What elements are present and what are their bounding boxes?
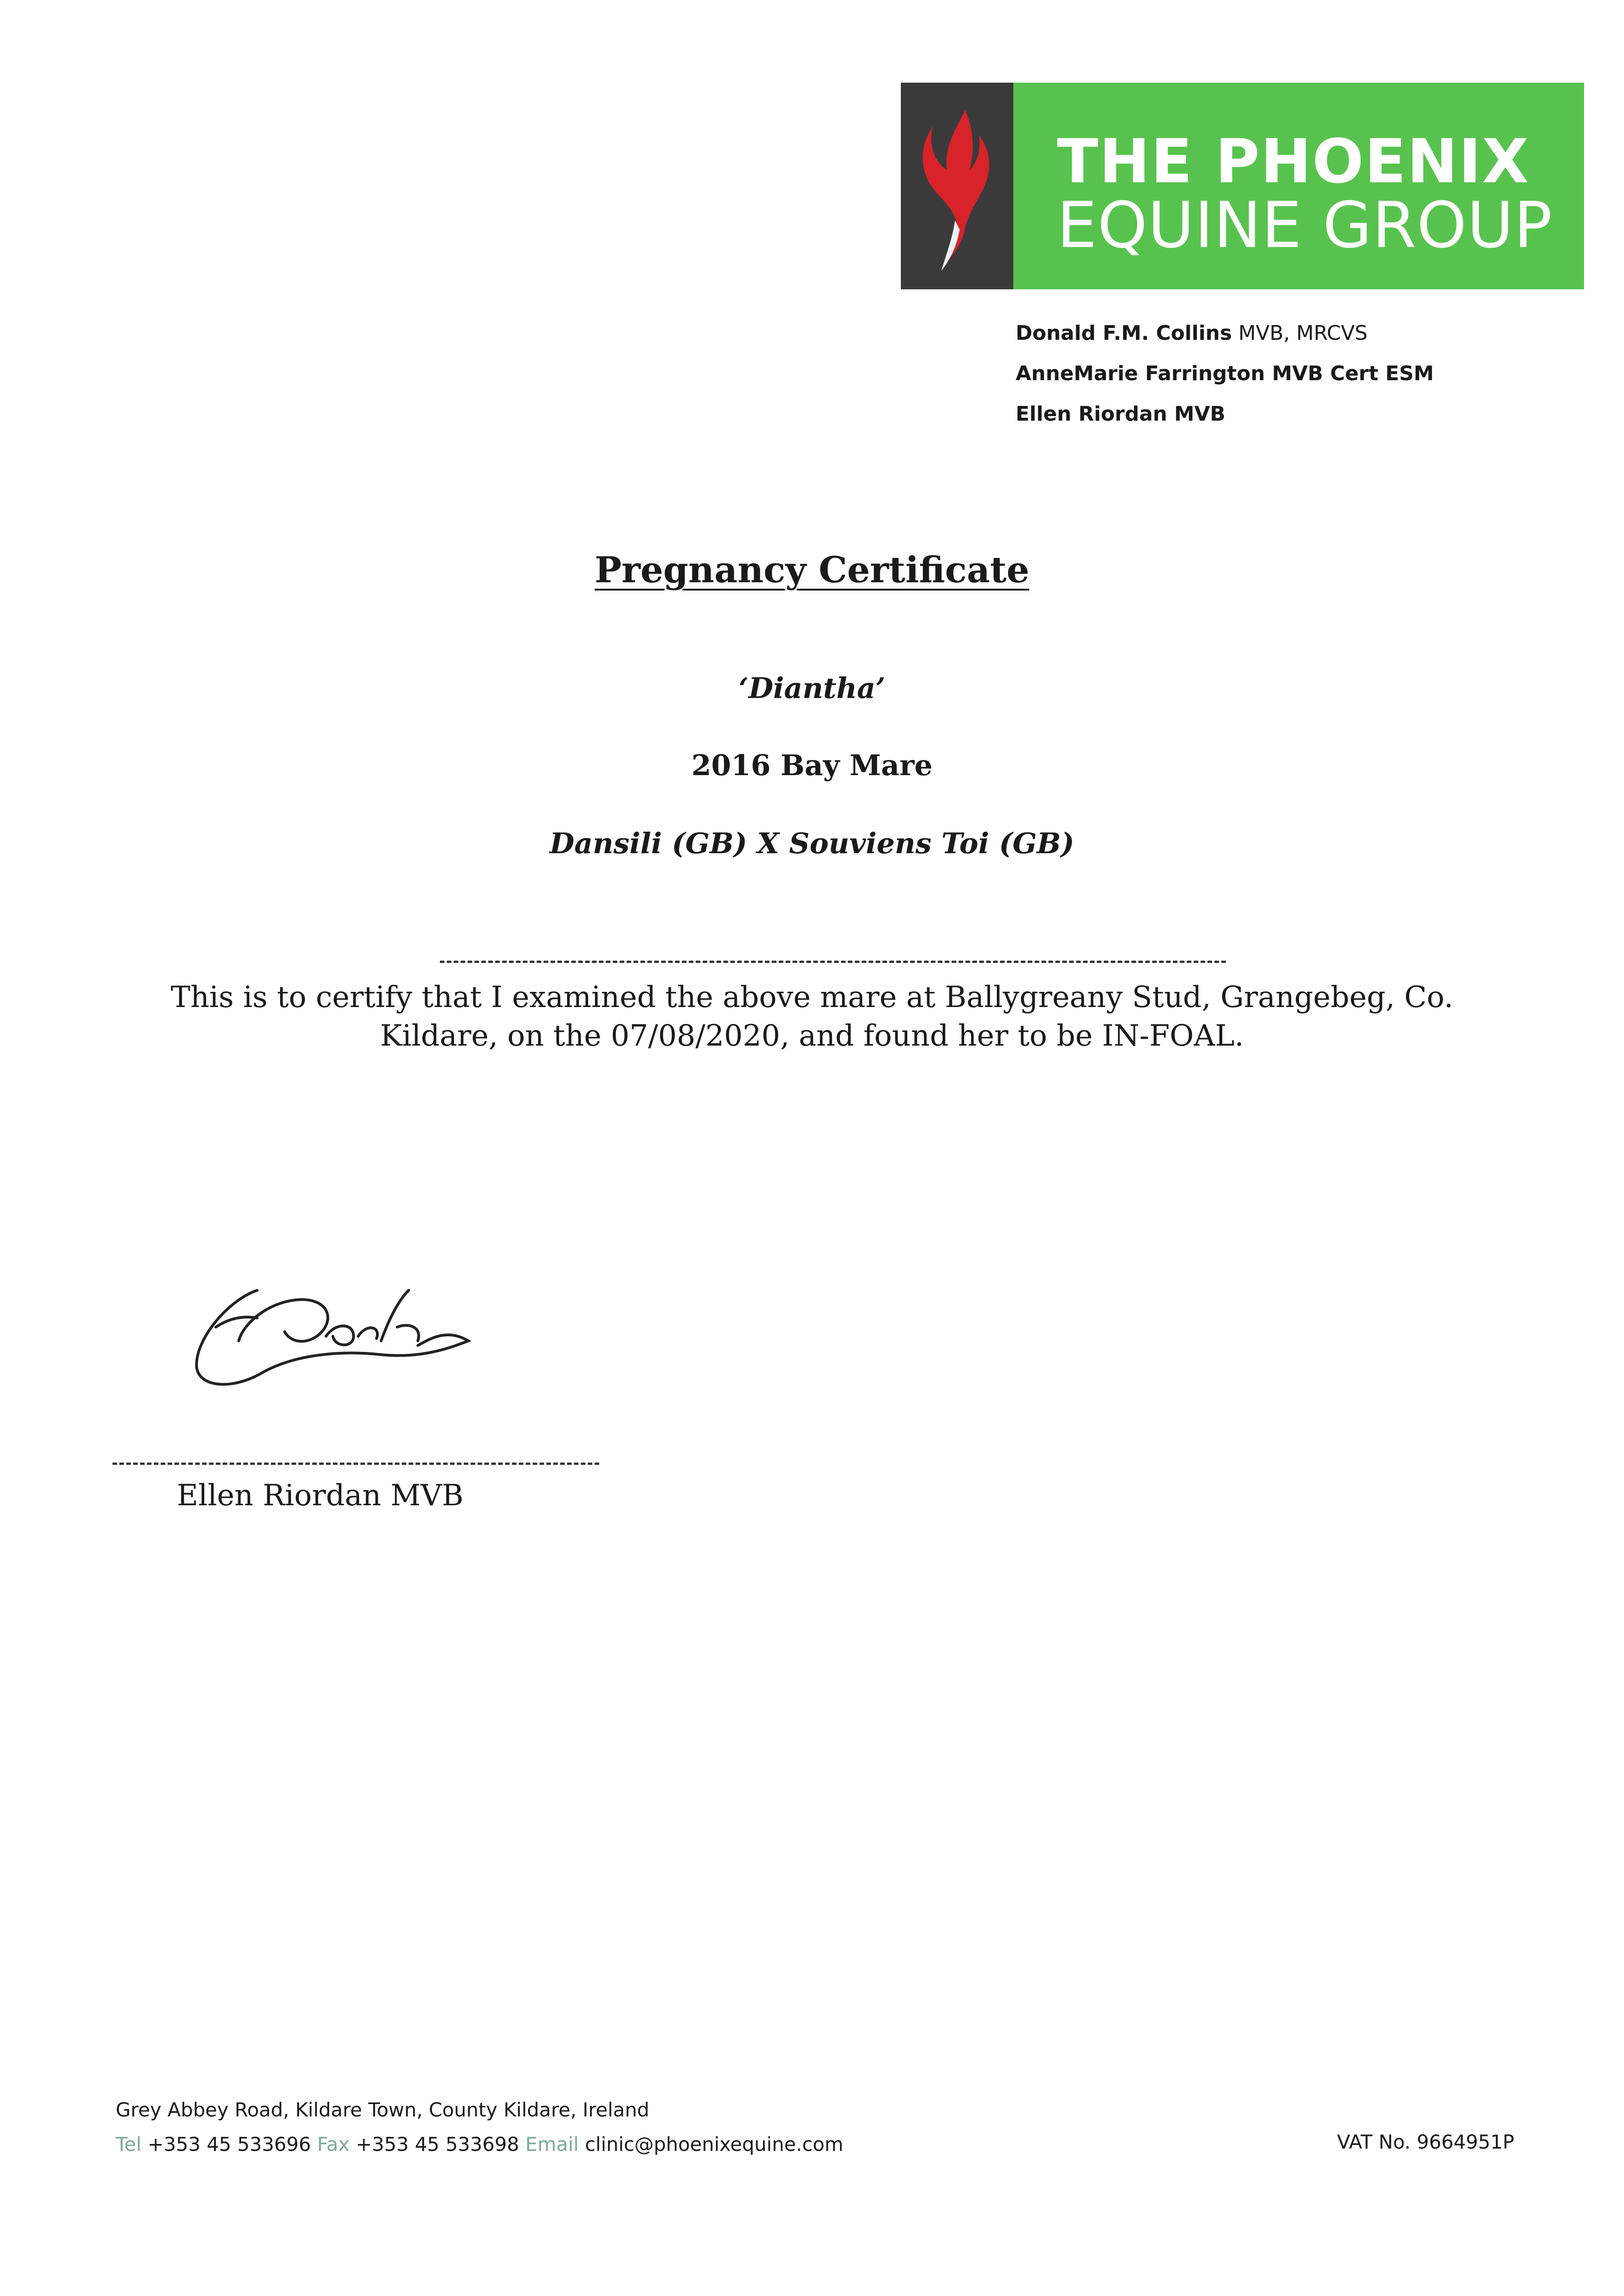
handwritten-signature [188, 1272, 487, 1401]
logo-text-line1: THE PHOENIX [1057, 126, 1530, 197]
signature-line [112, 1463, 599, 1465]
horse-description: 2016 Bay Mare [691, 748, 933, 782]
certification-statement: This is to certify that I examined the above mare at Ballygreany Stud, Grangebeg, Co. Kildare, on the 07/08/2020, and found her to be IN-FOAL. [170, 980, 1454, 1053]
company-logo [901, 83, 1584, 289]
email-address: clinic@phoenixequine.com [584, 2133, 843, 2155]
vet-quals: MVB, MRCVS [1238, 321, 1368, 345]
certificate-title: Pregnancy Certificate [595, 549, 1029, 591]
logo-dark-panel [901, 83, 1013, 289]
vets-list [1016, 313, 1434, 434]
vet-entry [1016, 313, 1434, 354]
fax-number: +353 45 533698 [355, 2133, 519, 2155]
vet-entry [1016, 354, 1434, 394]
fax-label: Fax [317, 2133, 350, 2155]
tel-number: +353 45 533696 [147, 2133, 311, 2155]
vet-name: AnneMarie Farrington MVB Cert ESM [1016, 362, 1434, 385]
dashed-divider [440, 961, 1226, 963]
vet-name: Ellen Riordan MVB [1016, 402, 1225, 426]
signatory-name: Ellen Riordan MVB [177, 1479, 464, 1513]
horse-pedigree: Dansili (GB) X Souviens Toi (GB) [550, 827, 1074, 860]
footer-contact [116, 2133, 843, 2155]
horse-name: ‘Diantha’ [738, 671, 886, 705]
footer-address: Grey Abbey Road, Kildare Town, County Kildare, Ireland [116, 2099, 650, 2121]
vat-number: VAT No. 9664951P [1337, 2131, 1514, 2153]
vet-entry [1016, 394, 1434, 434]
vet-name: Donald F.M. Collins [1016, 321, 1232, 345]
email-label: Email [525, 2133, 579, 2155]
logo-text-line2: EQUINE GROUP [1057, 188, 1553, 262]
tel-label: Tel [116, 2133, 142, 2155]
logo-green-panel [1013, 83, 1584, 289]
phoenix-flame-icon [901, 83, 1013, 289]
